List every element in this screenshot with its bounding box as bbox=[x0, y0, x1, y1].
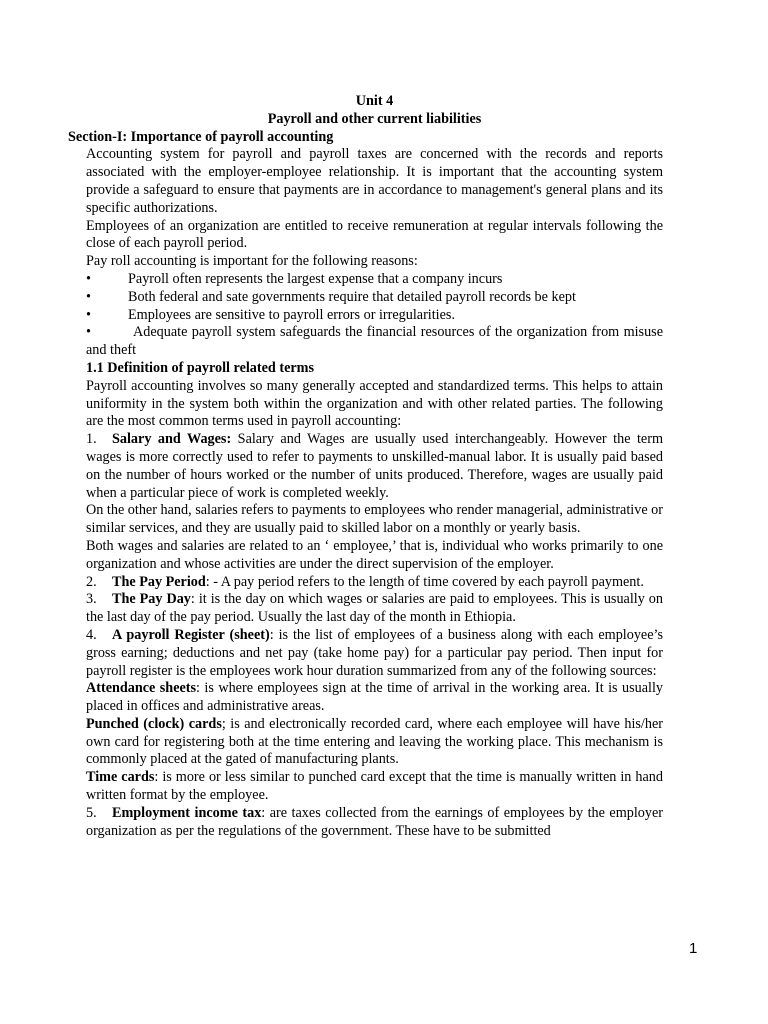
list-item-text: Both federal and sate governments require that detailed payroll records be kept bbox=[128, 288, 576, 305]
term-label: The Pay Day bbox=[112, 591, 191, 608]
item-number: 2. bbox=[86, 573, 97, 590]
list-item-text: Payroll often represents the largest expense that a company incurs bbox=[128, 270, 503, 287]
paragraph: Pay roll accounting is important for the following reasons: bbox=[86, 253, 418, 270]
paragraph: Payroll accounting involves so many generally accepted and standardized terms. This helps to attain uniformity in the system both within the organization and with other related parties. The following are the most common terms used in payroll accounting: bbox=[86, 377, 663, 430]
source-term: Punched (clock) cards bbox=[86, 715, 222, 732]
page-number: 1 bbox=[689, 940, 698, 957]
item-number: 5. bbox=[86, 804, 97, 821]
item-number: 4. bbox=[86, 626, 97, 643]
paragraph: On the other hand, salaries refers to payments to employees who render managerial, administrative or similar services, and they are usually paid to skilled labor on a monthly or yearly basis. bbox=[86, 502, 663, 537]
term-item bbox=[86, 574, 663, 592]
term-label: Employment income tax bbox=[112, 804, 262, 821]
source-term: Time cards bbox=[86, 769, 155, 786]
bullet-icon: • bbox=[86, 288, 91, 305]
term-item bbox=[86, 627, 663, 680]
source-item bbox=[86, 716, 663, 769]
list-item bbox=[86, 271, 663, 289]
document-body bbox=[68, 93, 663, 840]
list-item-text: Employees are sensitive to payroll errors or irregularities. bbox=[128, 306, 455, 323]
term-label: The Pay Period bbox=[112, 573, 206, 590]
paragraph: Employees of an organization are entitled to receive remuneration at regular intervals following the close of each payroll period. bbox=[86, 217, 663, 252]
list-item-text: Adequate payroll system safeguards the financial resources of the organization from misuse and theft bbox=[86, 324, 663, 359]
term-item bbox=[86, 805, 663, 841]
item-number: 3. bbox=[86, 591, 97, 608]
source-text: : is more or less similar to punched card except that the time is manually written in hand written format by the employee. bbox=[86, 769, 663, 804]
unit-heading: Unit 4 bbox=[355, 93, 394, 109]
document-title: Payroll and other current liabilities bbox=[267, 110, 482, 127]
term-label: Salary and Wages: bbox=[112, 431, 232, 448]
sub-heading: 1.1 Definition of payroll related terms bbox=[86, 359, 315, 376]
item-number: 1. bbox=[86, 431, 97, 448]
paragraph: Accounting system for payroll and payroll taxes are concerned with the records and reports associated with the employer-employee relationship. It is important that the accounting system provide a safeguard to ensure that payments are in accordance to management's general plans and its specific authorizations. bbox=[86, 146, 663, 216]
term-item bbox=[86, 431, 663, 502]
term-text: : it is the day on which wages or salaries are paid to employees. This is usually on the last day of the pay period. Usually the last day of the month in Ethiopia. bbox=[86, 591, 663, 626]
bullet-icon: • bbox=[86, 306, 91, 323]
term-text: : - A pay period refers to the length of time covered by each payroll payment. bbox=[205, 573, 644, 590]
section-heading: Section-I: Importance of payroll accounting bbox=[68, 128, 334, 145]
bullet-icon: • bbox=[86, 270, 91, 287]
term-item bbox=[86, 591, 663, 627]
source-term: Attendance sheets bbox=[86, 680, 197, 697]
term-text: : are taxes collected from the earnings of employees by the employer organization as per the regulations of the government. These have to be submitted bbox=[86, 804, 663, 839]
list-item bbox=[86, 289, 663, 307]
source-text: ; is and electronically recorded card, where each employee will have his/her own card for registering both at the time entering and leaving the working place. This mechanism is commonly placed at the gated of manufacturing plants. bbox=[86, 715, 663, 768]
term-label: A payroll Register (sheet) bbox=[112, 626, 270, 643]
source-item bbox=[86, 680, 663, 716]
source-text: : is where employees sign at the time of arrival in the working area. It is usually placed in offices and administrative areas. bbox=[86, 680, 663, 715]
term-text: : is the list of employees of a business along with each employee’s gross earning; deductions and net pay (take home pay) for a particular pay period. Then input for payroll register is the employees work hour duration summarized from any of the following sources: bbox=[86, 626, 663, 679]
list-item bbox=[86, 324, 663, 360]
source-item bbox=[86, 769, 663, 805]
list-item bbox=[86, 307, 663, 325]
paragraph: Both wages and salaries are related to an ‘ employee,’ that is, individual who works primarily to one organization and whose activities are under the direct supervision of the employer. bbox=[86, 537, 663, 572]
bullet-icon: • bbox=[86, 324, 91, 341]
term-text: Salary and Wages are usually used interchangeably. However the term wages is more correctly used to refer to payments to unskilled-manual labor. It is usually paid based on the number of hours worked or the number of units produced. Therefore, wages are usually paid when a particular piece of work is completed weekly. bbox=[86, 431, 663, 501]
